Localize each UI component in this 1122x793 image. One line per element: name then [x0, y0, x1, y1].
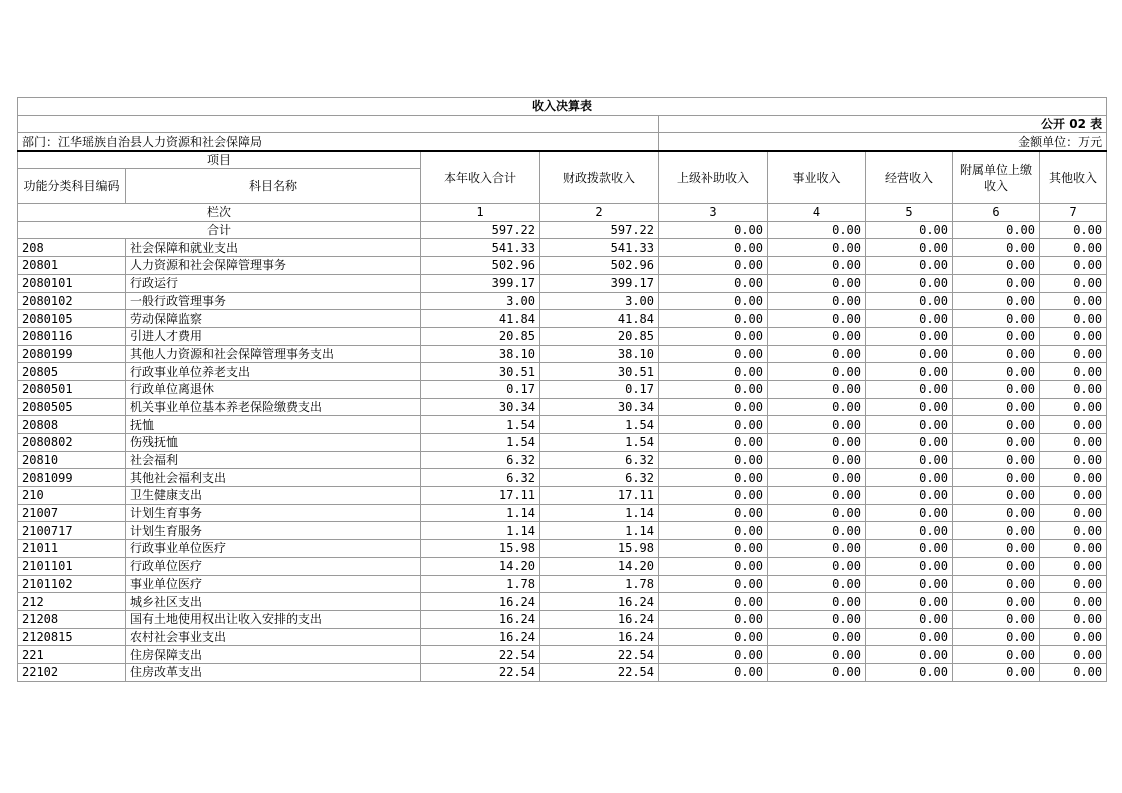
amount-cell: 1.54 — [421, 416, 540, 434]
amount-cell: 0.00 — [768, 345, 866, 363]
header-other: 其他收入 — [1040, 151, 1107, 204]
header-operating: 经营收入 — [866, 151, 953, 204]
amount-cell: 0.00 — [866, 345, 953, 363]
col-number: 7 — [1040, 204, 1107, 222]
header-fiscal: 财政拨款收入 — [540, 151, 659, 204]
subject-name: 其他人力资源和社会保障管理事务支出 — [126, 345, 421, 363]
amount-cell: 0.00 — [659, 292, 768, 310]
amount-cell: 0.00 — [953, 434, 1040, 452]
amount-cell: 0.00 — [768, 575, 866, 593]
amount-cell: 30.34 — [540, 398, 659, 416]
amount-cell: 502.96 — [540, 257, 659, 275]
table-row — [18, 363, 1107, 381]
amount-cell: 399.17 — [421, 274, 540, 292]
amount-cell: 0.00 — [659, 522, 768, 540]
subject-name: 其他社会福利支出 — [126, 469, 421, 487]
amount-cell: 541.33 — [421, 239, 540, 257]
table-row — [18, 522, 1107, 540]
col-number: 6 — [953, 204, 1040, 222]
col-number: 3 — [659, 204, 768, 222]
amount-cell: 0.00 — [768, 646, 866, 664]
amount-cell: 0.00 — [768, 663, 866, 681]
subject-code: 2081099 — [18, 469, 126, 487]
amount-cell: 0.00 — [1040, 398, 1107, 416]
amount-cell: 30.51 — [421, 363, 540, 381]
header-name: 科目名称 — [126, 169, 421, 204]
amount-cell: 0.00 — [768, 239, 866, 257]
amount-cell: 0.00 — [659, 345, 768, 363]
amount-cell: 15.98 — [421, 540, 540, 558]
table-row — [18, 434, 1107, 452]
amount-cell: 0.00 — [1040, 646, 1107, 664]
amount-cell: 0.00 — [953, 239, 1040, 257]
subject-code: 2080116 — [18, 327, 126, 345]
amount-cell: 0.00 — [953, 398, 1040, 416]
amount-cell: 16.24 — [421, 593, 540, 611]
amount-cell: 0.00 — [768, 557, 866, 575]
amount-cell: 0.00 — [1040, 345, 1107, 363]
subject-name: 城乡社区支出 — [126, 593, 421, 611]
amount-cell: 0.00 — [768, 522, 866, 540]
subject-code: 212 — [18, 593, 126, 611]
amount-cell: 0.00 — [768, 398, 866, 416]
department-label: 部门：江华瑶族自治县人力资源和社会保障局 — [18, 133, 659, 151]
subject-code: 2101101 — [18, 557, 126, 575]
amount-cell: 0.00 — [1040, 380, 1107, 398]
subject-name: 行政单位医疗 — [126, 557, 421, 575]
amount-cell: 0.00 — [866, 663, 953, 681]
subject-code: 2080101 — [18, 274, 126, 292]
amount-cell: 0.00 — [866, 522, 953, 540]
amount-cell: 0.00 — [866, 380, 953, 398]
amount-cell: 0.00 — [659, 239, 768, 257]
amount-cell: 541.33 — [540, 239, 659, 257]
amount-cell: 0.00 — [866, 257, 953, 275]
subject-name: 卫生健康支出 — [126, 487, 421, 505]
amount-cell: 0.00 — [866, 434, 953, 452]
amount-cell: 0.00 — [866, 540, 953, 558]
amount-cell: 0.00 — [659, 610, 768, 628]
table-row — [18, 274, 1107, 292]
amount-cell: 0.00 — [659, 380, 768, 398]
amount-cell: 0.00 — [953, 610, 1040, 628]
amount-cell: 0.00 — [1040, 451, 1107, 469]
amount-cell: 16.24 — [540, 593, 659, 611]
amount-cell: 0.00 — [768, 610, 866, 628]
total-value: 0.00 — [1040, 221, 1107, 239]
amount-cell: 0.00 — [659, 398, 768, 416]
amount-cell: 22.54 — [540, 646, 659, 664]
table-row — [18, 487, 1107, 505]
subject-code: 20808 — [18, 416, 126, 434]
col-number: 4 — [768, 204, 866, 222]
amount-cell: 14.20 — [421, 557, 540, 575]
table-row — [18, 380, 1107, 398]
amount-cell: 0.00 — [1040, 363, 1107, 381]
subject-name: 引进人才费用 — [126, 327, 421, 345]
amount-cell: 0.00 — [1040, 469, 1107, 487]
amount-cell: 0.00 — [659, 504, 768, 522]
subject-name: 行政事业单位养老支出 — [126, 363, 421, 381]
amount-cell: 0.00 — [953, 257, 1040, 275]
amount-cell: 0.00 — [659, 628, 768, 646]
subject-code: 2080501 — [18, 380, 126, 398]
amount-cell: 0.00 — [768, 469, 866, 487]
subject-code: 221 — [18, 646, 126, 664]
total-value: 597.22 — [421, 221, 540, 239]
subject-name: 行政事业单位医疗 — [126, 540, 421, 558]
amount-cell: 0.00 — [1040, 504, 1107, 522]
amount-cell: 0.00 — [953, 663, 1040, 681]
table-row — [18, 451, 1107, 469]
subject-code: 2080505 — [18, 398, 126, 416]
amount-cell: 0.00 — [1040, 610, 1107, 628]
amount-cell: 41.84 — [421, 310, 540, 328]
amount-cell: 0.00 — [659, 593, 768, 611]
amount-cell: 1.54 — [540, 416, 659, 434]
amount-cell: 1.78 — [421, 575, 540, 593]
amount-cell: 0.00 — [866, 363, 953, 381]
amount-cell: 0.00 — [768, 593, 866, 611]
amount-cell: 0.00 — [953, 628, 1040, 646]
amount-cell: 0.00 — [768, 363, 866, 381]
amount-cell: 38.10 — [421, 345, 540, 363]
table-row — [18, 646, 1107, 664]
amount-cell: 0.00 — [768, 292, 866, 310]
col-number: 1 — [421, 204, 540, 222]
amount-cell: 0.00 — [659, 540, 768, 558]
table-row — [18, 239, 1107, 257]
amount-cell: 0.00 — [953, 274, 1040, 292]
subject-code: 20801 — [18, 257, 126, 275]
amount-cell: 0.00 — [953, 593, 1040, 611]
amount-cell: 0.17 — [540, 380, 659, 398]
amount-cell: 0.00 — [659, 327, 768, 345]
title-blank — [18, 115, 659, 133]
amount-cell: 0.00 — [659, 257, 768, 275]
amount-cell: 0.00 — [953, 363, 1040, 381]
amount-cell: 6.32 — [540, 451, 659, 469]
total-value: 0.00 — [866, 221, 953, 239]
amount-cell: 0.00 — [768, 451, 866, 469]
amount-cell: 0.00 — [768, 257, 866, 275]
subject-name: 事业单位医疗 — [126, 575, 421, 593]
amount-cell: 16.24 — [421, 610, 540, 628]
amount-cell: 0.00 — [1040, 292, 1107, 310]
amount-cell: 0.00 — [768, 540, 866, 558]
amount-cell: 22.54 — [540, 663, 659, 681]
subject-name: 机关事业单位基本养老保险缴费支出 — [126, 398, 421, 416]
table-row — [18, 292, 1107, 310]
amount-cell: 0.00 — [659, 663, 768, 681]
amount-cell: 0.00 — [953, 345, 1040, 363]
subject-name: 行政单位离退休 — [126, 380, 421, 398]
amount-cell: 22.54 — [421, 646, 540, 664]
amount-cell: 0.00 — [659, 557, 768, 575]
table-row — [18, 540, 1107, 558]
total-value: 0.00 — [953, 221, 1040, 239]
amount-cell: 0.00 — [1040, 557, 1107, 575]
table-row — [18, 610, 1107, 628]
subject-name: 人力资源和社会保障管理事务 — [126, 257, 421, 275]
amount-cell: 0.00 — [953, 469, 1040, 487]
amount-cell: 0.00 — [953, 504, 1040, 522]
amount-cell: 1.14 — [421, 522, 540, 540]
amount-cell: 0.00 — [1040, 522, 1107, 540]
income-statement-sheet — [17, 97, 1106, 682]
amount-cell: 0.00 — [866, 310, 953, 328]
amount-cell: 0.00 — [866, 487, 953, 505]
table-row — [18, 327, 1107, 345]
amount-cell: 0.00 — [768, 380, 866, 398]
income-table — [17, 97, 1107, 682]
amount-cell: 0.00 — [1040, 310, 1107, 328]
amount-cell: 16.24 — [540, 628, 659, 646]
table-row — [18, 310, 1107, 328]
subject-code: 21011 — [18, 540, 126, 558]
amount-cell: 0.00 — [953, 327, 1040, 345]
amount-cell: 0.00 — [768, 504, 866, 522]
amount-cell: 0.00 — [659, 310, 768, 328]
amount-cell: 6.32 — [540, 469, 659, 487]
amount-cell: 502.96 — [421, 257, 540, 275]
amount-cell: 0.00 — [866, 416, 953, 434]
amount-cell: 0.00 — [953, 540, 1040, 558]
subject-name: 住房改革支出 — [126, 663, 421, 681]
table-row — [18, 593, 1107, 611]
subject-code: 2080199 — [18, 345, 126, 363]
subject-code: 210 — [18, 487, 126, 505]
amount-cell: 0.00 — [1040, 327, 1107, 345]
amount-cell: 20.85 — [421, 327, 540, 345]
amount-cell: 0.00 — [1040, 434, 1107, 452]
amount-cell: 22.54 — [421, 663, 540, 681]
total-label: 合计 — [18, 221, 421, 239]
total-value: 0.00 — [659, 221, 768, 239]
amount-cell: 0.00 — [1040, 575, 1107, 593]
amount-cell: 0.00 — [866, 628, 953, 646]
amount-cell: 0.00 — [953, 416, 1040, 434]
amount-cell: 6.32 — [421, 469, 540, 487]
amount-cell: 0.00 — [1040, 257, 1107, 275]
amount-cell: 14.20 — [540, 557, 659, 575]
table-row — [18, 398, 1107, 416]
header-affiliated: 附属单位上缴收入 — [953, 151, 1040, 204]
amount-cell: 1.78 — [540, 575, 659, 593]
subject-code: 2100717 — [18, 522, 126, 540]
amount-cell: 0.00 — [768, 327, 866, 345]
subject-code: 208 — [18, 239, 126, 257]
header-code: 功能分类科目编码 — [18, 169, 126, 204]
amount-cell: 0.00 — [953, 451, 1040, 469]
table-row — [18, 663, 1107, 681]
amount-cell: 3.00 — [540, 292, 659, 310]
amount-cell: 0.00 — [866, 274, 953, 292]
amount-cell: 1.54 — [421, 434, 540, 452]
amount-cell: 0.00 — [953, 292, 1040, 310]
table-row — [18, 416, 1107, 434]
amount-cell: 0.00 — [953, 487, 1040, 505]
amount-cell: 0.00 — [659, 451, 768, 469]
amount-cell: 0.00 — [659, 434, 768, 452]
table-row — [18, 257, 1107, 275]
amount-cell: 38.10 — [540, 345, 659, 363]
subject-code: 20810 — [18, 451, 126, 469]
amount-cell: 41.84 — [540, 310, 659, 328]
subject-name: 农村社会事业支出 — [126, 628, 421, 646]
amount-cell: 0.00 — [866, 610, 953, 628]
amount-cell: 0.00 — [659, 363, 768, 381]
col-number: 5 — [866, 204, 953, 222]
subject-name: 伤残抚恤 — [126, 434, 421, 452]
amount-cell: 1.14 — [540, 504, 659, 522]
table-row — [18, 628, 1107, 646]
header-item: 项目 — [18, 151, 421, 169]
amount-cell: 0.00 — [659, 487, 768, 505]
subject-name: 社会保障和就业支出 — [126, 239, 421, 257]
amount-cell: 0.00 — [768, 416, 866, 434]
amount-unit: 金额单位：万元 — [659, 133, 1107, 151]
table-row — [18, 345, 1107, 363]
amount-cell: 0.00 — [768, 310, 866, 328]
row-index-label: 栏次 — [18, 204, 421, 222]
amount-cell: 0.00 — [1040, 487, 1107, 505]
subject-name: 抚恤 — [126, 416, 421, 434]
amount-cell: 0.00 — [768, 434, 866, 452]
amount-cell: 0.00 — [866, 646, 953, 664]
amount-cell: 0.00 — [1040, 628, 1107, 646]
amount-cell: 0.00 — [659, 274, 768, 292]
amount-cell: 30.34 — [421, 398, 540, 416]
subject-code: 21208 — [18, 610, 126, 628]
amount-cell: 16.24 — [540, 610, 659, 628]
amount-cell: 0.00 — [953, 522, 1040, 540]
amount-cell: 0.00 — [768, 274, 866, 292]
amount-cell: 1.54 — [540, 434, 659, 452]
amount-cell: 15.98 — [540, 540, 659, 558]
subject-code: 21007 — [18, 504, 126, 522]
header-upper: 上级补助收入 — [659, 151, 768, 204]
amount-cell: 0.00 — [1040, 663, 1107, 681]
subject-code: 2080105 — [18, 310, 126, 328]
subject-name: 计划生育事务 — [126, 504, 421, 522]
amount-cell: 0.00 — [866, 239, 953, 257]
amount-cell: 1.14 — [540, 522, 659, 540]
amount-cell: 0.00 — [866, 469, 953, 487]
subject-name: 国有土地使用权出让收入安排的支出 — [126, 610, 421, 628]
subject-name: 社会福利 — [126, 451, 421, 469]
subject-name: 一般行政管理事务 — [126, 292, 421, 310]
subject-code: 22102 — [18, 663, 126, 681]
subject-name: 劳动保障监察 — [126, 310, 421, 328]
amount-cell: 399.17 — [540, 274, 659, 292]
table-row — [18, 504, 1107, 522]
amount-cell: 0.00 — [659, 469, 768, 487]
total-value: 0.00 — [768, 221, 866, 239]
amount-cell: 0.00 — [659, 416, 768, 434]
amount-cell: 0.00 — [953, 575, 1040, 593]
amount-cell: 0.00 — [866, 398, 953, 416]
amount-cell: 0.00 — [866, 451, 953, 469]
subject-code: 2120815 — [18, 628, 126, 646]
form-number: 公开 02 表 — [659, 115, 1107, 133]
amount-cell: 6.32 — [421, 451, 540, 469]
amount-cell: 16.24 — [421, 628, 540, 646]
amount-cell: 0.17 — [421, 380, 540, 398]
header-total: 本年收入合计 — [421, 151, 540, 204]
amount-cell: 0.00 — [953, 646, 1040, 664]
amount-cell: 3.00 — [421, 292, 540, 310]
amount-cell: 0.00 — [953, 380, 1040, 398]
amount-cell: 17.11 — [421, 487, 540, 505]
total-value: 597.22 — [540, 221, 659, 239]
amount-cell: 17.11 — [540, 487, 659, 505]
table-row — [18, 469, 1107, 487]
amount-cell: 1.14 — [421, 504, 540, 522]
amount-cell: 20.85 — [540, 327, 659, 345]
amount-cell: 0.00 — [866, 557, 953, 575]
subject-name: 住房保障支出 — [126, 646, 421, 664]
subject-code: 20805 — [18, 363, 126, 381]
amount-cell: 0.00 — [866, 327, 953, 345]
table-row — [18, 557, 1107, 575]
amount-cell: 0.00 — [768, 487, 866, 505]
amount-cell: 0.00 — [768, 628, 866, 646]
amount-cell: 0.00 — [1040, 239, 1107, 257]
col-number: 2 — [540, 204, 659, 222]
table-row — [18, 575, 1107, 593]
amount-cell: 0.00 — [1040, 540, 1107, 558]
subject-name: 行政运行 — [126, 274, 421, 292]
subject-name: 计划生育服务 — [126, 522, 421, 540]
amount-cell: 0.00 — [659, 575, 768, 593]
amount-cell: 0.00 — [659, 646, 768, 664]
amount-cell: 0.00 — [866, 593, 953, 611]
amount-cell: 30.51 — [540, 363, 659, 381]
amount-cell: 0.00 — [953, 557, 1040, 575]
subject-code: 2101102 — [18, 575, 126, 593]
amount-cell: 0.00 — [1040, 593, 1107, 611]
amount-cell: 0.00 — [866, 292, 953, 310]
amount-cell: 0.00 — [866, 504, 953, 522]
amount-cell: 0.00 — [1040, 416, 1107, 434]
table-title: 收入决算表 — [18, 98, 1107, 116]
amount-cell: 0.00 — [1040, 274, 1107, 292]
subject-code: 2080802 — [18, 434, 126, 452]
subject-code: 2080102 — [18, 292, 126, 310]
amount-cell: 0.00 — [866, 575, 953, 593]
header-business: 事业收入 — [768, 151, 866, 204]
amount-cell: 0.00 — [953, 310, 1040, 328]
